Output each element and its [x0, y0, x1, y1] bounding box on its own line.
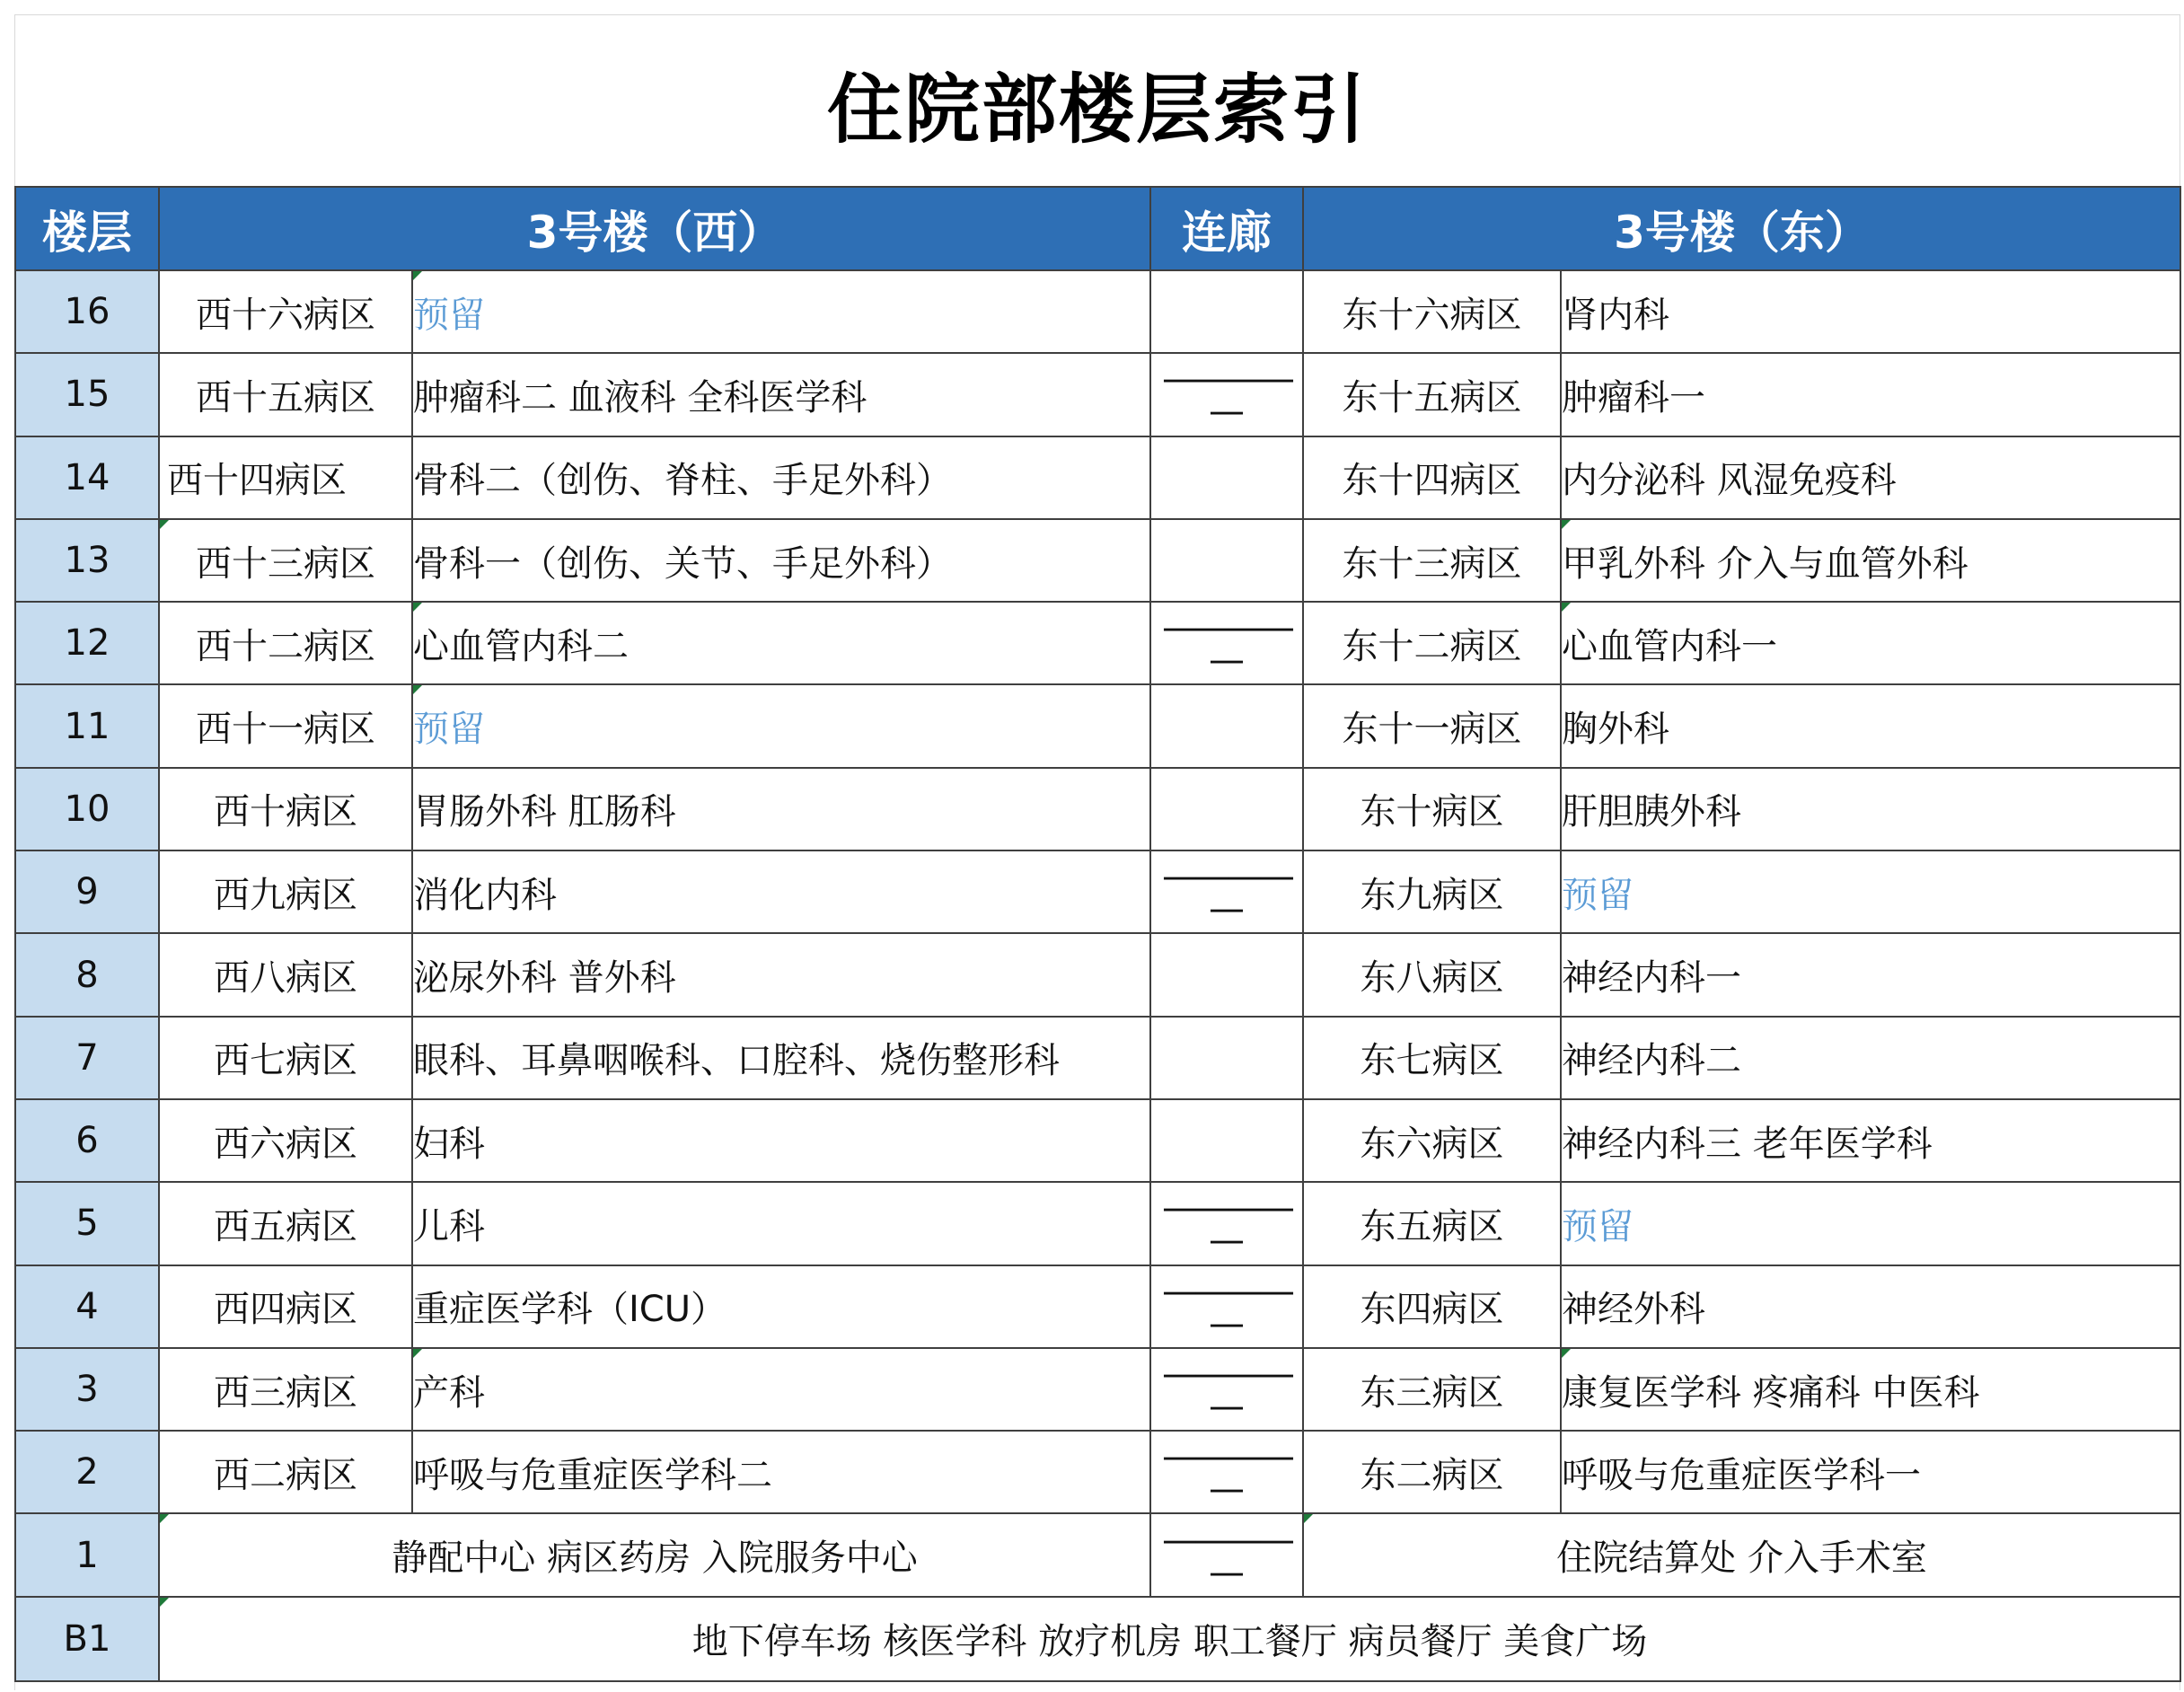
corridor-dash: —: [1209, 1551, 1246, 1593]
east-dept: 预留: [1561, 1182, 2180, 1265]
table-row: [15, 1348, 2180, 1431]
east-dept: 呼吸与危重症医学科一: [1561, 1431, 2180, 1513]
corridor-dash: ————: [1162, 1353, 1292, 1395]
corridor-dash: —: [1209, 1468, 1246, 1511]
corridor-dash: —: [1209, 639, 1246, 682]
corridor-cell: [1150, 519, 1303, 602]
east-dept: 康复医学科 疼痛科 中医科: [1561, 1348, 2180, 1431]
east-ward: 东九病区: [1303, 850, 1561, 933]
east-dept: 神经内科一: [1561, 933, 2180, 1016]
west-dept: 泌尿外科 普外科: [412, 933, 1150, 1016]
header-east-building: 3号楼（东）: [1303, 187, 2180, 270]
table-row: [15, 1265, 2180, 1348]
corridor-cell: [1150, 1099, 1303, 1182]
east-ward: 东二病区: [1303, 1431, 1561, 1513]
corridor-cell: [1150, 850, 1303, 933]
table-row: [15, 1431, 2180, 1513]
corridor-cell: [1150, 270, 1303, 353]
east-dept: 预留: [1561, 850, 2180, 933]
table-row: [15, 353, 2180, 436]
west-dept: 产科: [412, 1348, 1150, 1431]
corridor-cell: [1150, 1348, 1303, 1431]
east-dept: 神经内科二: [1561, 1017, 2180, 1099]
west-ward: 西九病区: [159, 850, 412, 933]
east-ward: 东十四病区: [1303, 436, 1561, 519]
west-dept: 骨科二（创伤、脊柱、手足外科）: [412, 436, 1150, 519]
floor-number: 9: [15, 850, 159, 933]
east-dept: 甲乳外科 介入与血管外科: [1561, 519, 2180, 602]
floor-number: 5: [15, 1182, 159, 1265]
east-ward: 东四病区: [1303, 1265, 1561, 1348]
floor-number: 10: [15, 768, 159, 850]
east-ward: 东十二病区: [1303, 602, 1561, 684]
floor-number: 15: [15, 353, 159, 436]
east-floor1-services: 住院结算处 介入手术室: [1303, 1513, 2180, 1596]
west-dept: 骨科一（创伤、关节、手足外科）: [412, 519, 1150, 602]
corridor-cell: [1150, 933, 1303, 1016]
corridor-cell: [1150, 1182, 1303, 1265]
floor-number: 2: [15, 1431, 159, 1513]
floor-number: 14: [15, 436, 159, 519]
floor-number: 16: [15, 270, 159, 353]
west-dept: 重症医学科（ICU）: [412, 1265, 1150, 1348]
east-ward: 东五病区: [1303, 1182, 1561, 1265]
corridor-cell: [1150, 768, 1303, 850]
table-row: [15, 1597, 2180, 1681]
basement-services: 地下停车场 核医学科 放疗机房 职工餐厅 病员餐厅 美食广场: [159, 1597, 2180, 1681]
table-row: [15, 768, 2180, 850]
corridor-cell: [1150, 1017, 1303, 1099]
corridor-dash: —: [1209, 888, 1246, 930]
east-dept: 肾内科: [1561, 270, 2180, 353]
west-dept: 胃肠外科 肛肠科: [412, 768, 1150, 850]
corridor-dash: ————: [1162, 1270, 1292, 1312]
page-title: 住院部楼层索引: [826, 66, 1368, 154]
floor-number: 1: [15, 1513, 159, 1596]
table-row: [15, 1099, 2180, 1182]
table-row: [15, 1182, 2180, 1265]
west-dept: 妇科: [412, 1099, 1150, 1182]
table-row: [15, 602, 2180, 684]
floor-number: 8: [15, 933, 159, 1016]
west-ward: 西二病区: [159, 1431, 412, 1513]
table-row: [15, 850, 2180, 933]
west-ward: 西四病区: [159, 1265, 412, 1348]
east-dept: 神经外科: [1561, 1265, 2180, 1348]
east-ward: 东八病区: [1303, 933, 1561, 1016]
table-row: [15, 270, 2180, 353]
west-ward: 西七病区: [159, 1017, 412, 1099]
corridor-cell: [1150, 684, 1303, 767]
corridor-cell: [1150, 436, 1303, 519]
west-dept: 心血管内科二: [412, 602, 1150, 684]
table-row: [15, 519, 2180, 602]
floor-number: 11: [15, 684, 159, 767]
east-ward: 东七病区: [1303, 1017, 1561, 1099]
east-dept: 心血管内科一: [1561, 602, 2180, 684]
table-row: [15, 436, 2180, 519]
west-dept: 儿科: [412, 1182, 1150, 1265]
east-ward: 东三病区: [1303, 1348, 1561, 1431]
east-dept: 胸外科: [1561, 684, 2180, 767]
floor-number: 3: [15, 1348, 159, 1431]
west-ward: 西十一病区: [159, 684, 412, 767]
corridor-dash: ————: [1162, 1436, 1292, 1478]
east-ward: 东十五病区: [1303, 353, 1561, 436]
west-ward: 西八病区: [159, 933, 412, 1016]
west-ward: 西十二病区: [159, 602, 412, 684]
west-ward: 西十病区: [159, 768, 412, 850]
corridor-cell: [1150, 1513, 1303, 1596]
floor-number: 7: [15, 1017, 159, 1099]
west-ward: 西六病区: [159, 1099, 412, 1182]
corridor-cell: [1150, 353, 1303, 436]
corridor-dash: ————: [1162, 1187, 1292, 1229]
corridor-dash: ————: [1162, 856, 1292, 898]
header-row: [15, 187, 2180, 270]
table-row: [15, 933, 2180, 1016]
floor-number: 6: [15, 1099, 159, 1182]
west-ward: 西五病区: [159, 1182, 412, 1265]
east-ward: 东六病区: [1303, 1099, 1561, 1182]
corridor-dash: ————: [1162, 1519, 1292, 1561]
corridor-dash: —: [1209, 1302, 1246, 1344]
corridor-dash: —: [1209, 391, 1246, 433]
west-dept: 肿瘤科二 血液科 全科医学科: [412, 353, 1150, 436]
east-dept: 肿瘤科一: [1561, 353, 2180, 436]
floor-number: 13: [15, 519, 159, 602]
west-ward: 西十六病区: [159, 270, 412, 353]
west-ward: 西三病区: [159, 1348, 412, 1431]
floor-number: B1: [15, 1597, 159, 1681]
table-row: [15, 684, 2180, 767]
corridor-dash: ————: [1162, 607, 1292, 649]
west-dept: 预留: [412, 270, 1150, 353]
east-ward: 东十病区: [1303, 768, 1561, 850]
floor-number: 4: [15, 1265, 159, 1348]
west-dept: 消化内科: [412, 850, 1150, 933]
west-dept: 眼科、耳鼻咽喉科、口腔科、烧伤整形科: [412, 1017, 1150, 1099]
west-ward: 西十四病区: [159, 436, 412, 519]
west-dept: 预留: [412, 684, 1150, 767]
corridor-cell: [1150, 1265, 1303, 1348]
header-corridor: 连廊: [1150, 187, 1303, 270]
corridor-cell: [1150, 602, 1303, 684]
table-row: [15, 1513, 2180, 1596]
corridor-dash: —: [1209, 1220, 1246, 1262]
east-dept: 内分泌科 风湿免疫科: [1561, 436, 2180, 519]
header-west-building: 3号楼（西）: [159, 187, 1150, 270]
east-ward: 东十六病区: [1303, 270, 1561, 353]
east-dept: 肝胆胰外科: [1561, 768, 2180, 850]
west-ward: 西十三病区: [159, 519, 412, 602]
east-dept: 神经内科三 老年医学科: [1561, 1099, 2180, 1182]
corridor-dash: ————: [1162, 358, 1292, 401]
corridor-cell: [1150, 1431, 1303, 1513]
west-floor1-services: 静配中心 病区药房 入院服务中心: [159, 1513, 1150, 1596]
west-dept: 呼吸与危重症医学科二: [412, 1431, 1150, 1513]
header-floor: 楼层: [15, 187, 159, 270]
corridor-dash: —: [1209, 1386, 1246, 1427]
floor-number: 12: [15, 602, 159, 684]
east-ward: 东十三病区: [1303, 519, 1561, 602]
floor-index-table: [14, 186, 2181, 1682]
east-ward: 东十一病区: [1303, 684, 1561, 767]
table-row: [15, 1017, 2180, 1099]
west-ward: 西十五病区: [159, 353, 412, 436]
